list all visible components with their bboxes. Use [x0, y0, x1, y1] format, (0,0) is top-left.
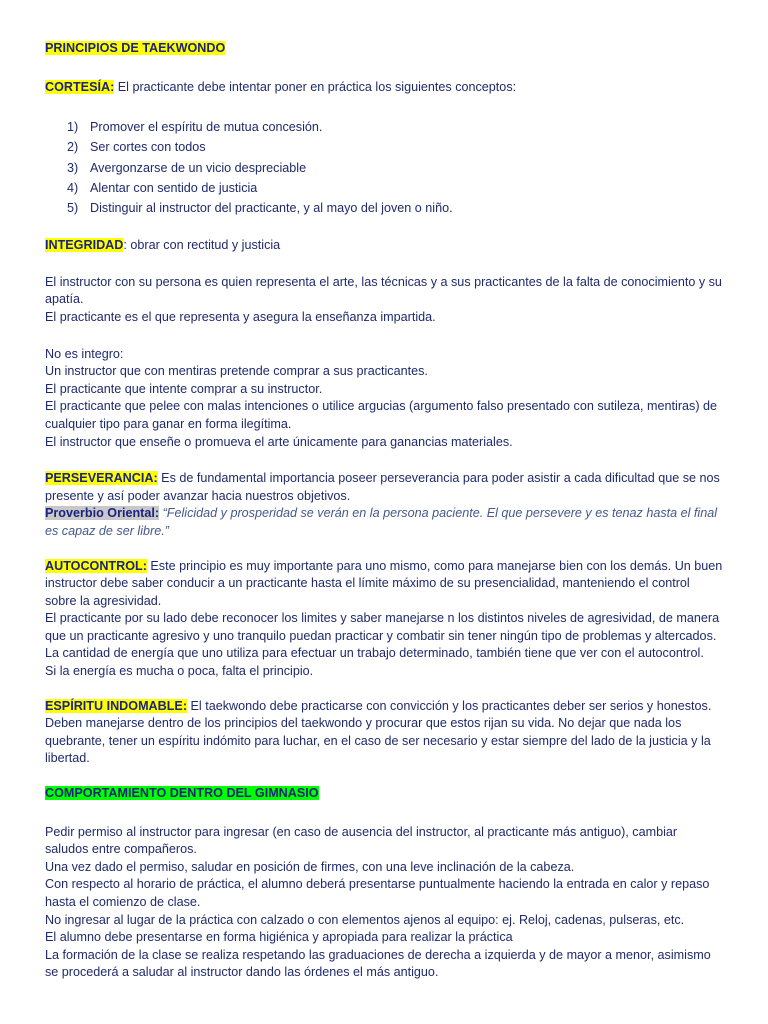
autocontrol-section: AUTOCONTROL: Este principio es muy importante para uno mismo, como para manejarse bien con los demás. Un buen instructor debe saber conducir a un practicante hasta el límite máximo de su presencialidad, manteniendo el control sobre la agresividad. El practicante por su lado debe reconocer los limites y saber manejarse n los distintos niveles de agresividad, de manera que un practicante agresivo y uno tranquilo puedan practicar y combatir sin tener ningún tipo de problemas y altercados. La cantidad de energía que uno utiliza para efectuar un trabajo determinado, también tiene que ver con el autocontrol. Si la energía es mucha o poca, falta el principio. — [45, 558, 723, 679]
proverb-label: Proverbio Oriental: — [45, 506, 160, 521]
integridad-label: INTEGRIDAD — [45, 238, 124, 253]
list-item: 3) Avergonzarse de un vicio despreciable — [67, 160, 307, 175]
list-item: 2) Ser cortes con todos — [67, 140, 206, 155]
autocontrol-text: Este principio es muy importante para uno mismo, como para manejarse bien con los demás. Un buen instructor debe saber conducir a un practicante hasta el límite máximo de su presencialidad, manteniendo el control sobre la agresividad. — [45, 558, 723, 608]
gimnasio-title — [45, 785, 723, 803]
proverb-quote: “Felicidad y prosperidad se verán en la persona paciente. El que persevere y es tenaz hasta el final es capaz de ser libre.” — [45, 506, 718, 538]
autocontrol-label: AUTOCONTROL: — [45, 558, 147, 573]
cortesia-text: El practicante debe intentar poner en práctica los siguientes conceptos: — [114, 79, 517, 94]
integridad-text: : obrar con rectitud y justicia — [123, 238, 281, 253]
document-title — [45, 40, 723, 58]
espiritu-text: El taekwondo debe practicarse con convicción y los practicantes deber ser serios y honestos. — [187, 698, 712, 713]
gimnasio-title-highlight: COMPORTAMIENTO DENTRO DEL GIMNASIO — [45, 786, 319, 801]
title-highlight: PRINCIPIOS DE TAEKWONDO — [45, 41, 226, 55]
perseverancia-label: PERSEVERANCIA: — [45, 471, 158, 486]
gimnasio-rules: Pedir permiso al instructor para ingresar (en caso de ausencia del instructor, al practicante más antiguo), cambiar saludos entre compañeros. Una vez dado el permiso, saludar en posición de firmes, con una leve inclinación de la cabeza. Con respecto al horario de práctica, el alumno deberá presentarse puntualmente haciendo la entrada en calor y repaso hasta el comienzo de clase. No ingresar al lugar de la práctica con calzado o con elementos ajenos al equipo: ej. Reloj, cadenas, pulseras, etc. El alumno debe presentarse en forma higiénica y apropiada para realizar la práctica La formación de la clase se realiza respetando las graduaciones de derecha a izquierda y de mayor a menor, asimismo se procederá a saludar al instructor dando las órdenes el más antiguo. — [45, 824, 711, 980]
cortesia-intro — [45, 79, 723, 97]
perseverancia-text: Es de fundamental importancia poseer perseverancia para poder asistir a cada dificultad que se nos presente y así poder avanzar hacia nuestros objetivos. — [45, 471, 720, 503]
integridad-paragraph-2: No es integro: Un instructor que con mentiras pretende comprar a sus practicantes. El practicante que intente comprar a su instructor. El practicante que pelee con malas intenciones o utilice argucias (argumento falso presentado con sutileza, mentiras) de cualquier tipo para ganar en forma ilegítima. El instructor que enseñe o promueva el arte únicamente para ganancias materiales. — [45, 346, 718, 449]
integridad-intro — [45, 237, 723, 255]
cortesia-list — [45, 117, 723, 218]
list-item: 4) Alentar con sentido de justicia — [67, 180, 258, 195]
integridad-paragraph-1: El instructor con su persona es quien representa el arte, las técnicas y a sus practicantes de la falta de conocimiento y su apatía. El practicante es el que representa y asegura la enseñanza impartida. — [45, 274, 722, 324]
perseverancia-section — [45, 470, 723, 540]
list-item: 1) Promover el espíritu de mutua concesión. — [67, 120, 323, 135]
espiritu-label: ESPÍRITU INDOMABLE: — [45, 698, 188, 713]
list-item: 5) Distinguir al instructor del practicante, y al mayo del joven o niño. — [67, 201, 453, 215]
document-page — [45, 40, 723, 982]
cortesia-label: CORTESÍA: — [45, 79, 115, 94]
espiritu-section: ESPÍRITU INDOMABLE: El taekwondo debe practicarse con convicción y los practicantes deber ser serios y honestos. Deben manejarse dentro de los principios del taekwondo y procurar que estos rijan su vida. No dejar que nada los quebrante, tener un espíritu indómito para luchar, en el caso de ser necesario y estar siempre del lado de la justicia y la libertad. — [45, 698, 712, 766]
